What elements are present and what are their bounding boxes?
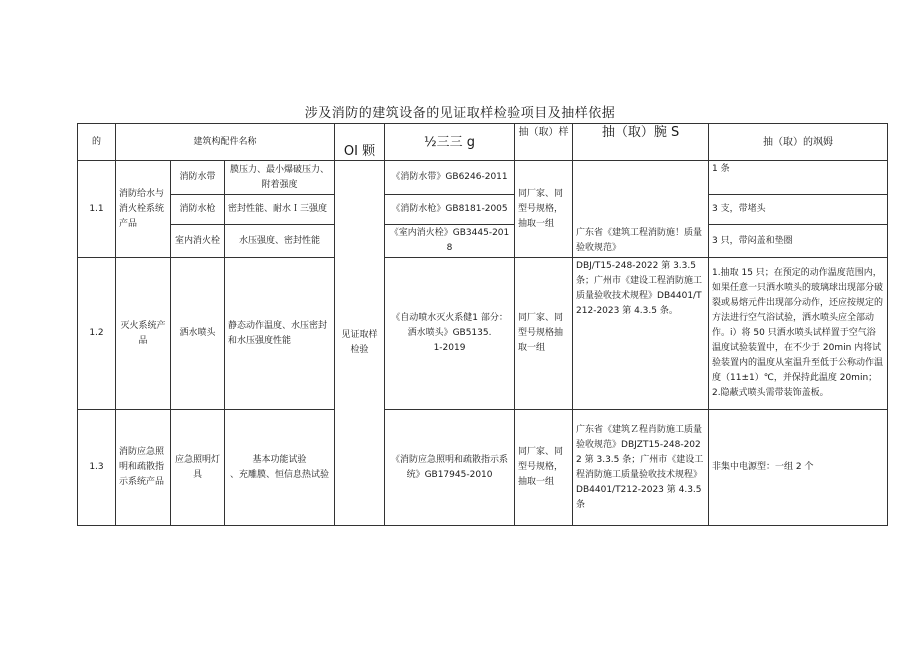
- header-col-basis: 抽（取）腕 S: [573, 124, 709, 161]
- standard: 《消防水带》GB6246-2011: [385, 161, 515, 195]
- component-name: 洒水喷头: [171, 258, 225, 410]
- test-params: 静态动作温度、水压密封和水压强度性能: [225, 258, 335, 410]
- product-category: 灭火系统产品: [116, 258, 171, 410]
- sample-quantity: 3 只，带闷盖和垫圈: [709, 225, 888, 258]
- standard: 《自动喷水灭火系健1 部分：洒水喷头》GB5135. 1-2019: [385, 258, 515, 410]
- row-number: 1.3: [78, 410, 116, 526]
- sampling-basis: 广东省《建筑Ｚ程肖防施工质量验收规范》DBJZT15-248-2022 第 3.3.5 条；广州市《建设工程消防施工质量验收技术规程》DB4401/T212-2023 第 4.3.5 条: [573, 410, 709, 526]
- sampling-rule: 同厂家、同型号规格，抽取一组: [515, 161, 573, 258]
- sampling-rule: 同厂家、同型号规格，抽取一组: [515, 410, 573, 526]
- sampling-basis: DBJ/T15-248-2022 第 3.3.5 条；广州市《建设工程消防施工质量验收技术规程》DB4401/T212-2023 第 4.3.5 条。: [573, 258, 709, 410]
- table-header-row: [78, 124, 888, 161]
- table-row: [78, 258, 888, 410]
- page-title: 涉及消防的建筑设备的见证取样检验项目及抽样依据: [304, 106, 616, 121]
- table-row: [78, 410, 888, 526]
- standard: 《消防水枪》GB8181-2005: [385, 195, 515, 225]
- header-col-sampling: 抽（取）样: [515, 124, 573, 161]
- header-col-index: 的: [78, 124, 116, 161]
- component-name: 消防水枪: [171, 195, 225, 225]
- sample-quantity: 3 支，带堵头: [709, 195, 888, 225]
- sample-quantity: 1 条: [709, 161, 888, 195]
- header-col-quantity: 抽（取）的飒姆: [709, 124, 888, 161]
- row-number: 1.2: [78, 258, 116, 410]
- sampling-method-merged: 见证取样检验: [335, 161, 385, 526]
- standard: 《室内消火栓》GB3445-2018: [385, 225, 515, 258]
- product-category: 消防给水与消火栓系统产品: [116, 161, 171, 258]
- test-params: 密封性能、耐水Ｉ三强度: [225, 195, 335, 225]
- table-row: [78, 225, 888, 258]
- header-col-name: 建筑构配件名称: [116, 124, 335, 161]
- row-number: 1.1: [78, 161, 116, 258]
- component-name: 消防水带: [171, 161, 225, 195]
- standard: 《消防应急照明和疏散指示系统》GB17945-2010: [385, 410, 515, 526]
- sampling-rule: 同厂家、同型号规格抽取一组: [515, 258, 573, 410]
- product-category: 消防应急照明和疏散指示系统产品: [116, 410, 171, 526]
- table-row: [78, 161, 888, 195]
- test-params: 基本功能试验 、充雕膜、恒信息热试验: [225, 410, 335, 526]
- component-name: 室内消火栓: [171, 225, 225, 258]
- sampling-basis: 广东省《建筑工程消防施！质量验收规范》: [573, 161, 709, 258]
- header-col-method: OI 颗: [335, 124, 385, 161]
- sample-quantity: 非集中电源型：一组 2 个: [709, 410, 888, 526]
- component-name: 应急照明灯具: [171, 410, 225, 526]
- table-row: [78, 195, 888, 225]
- inspection-table: [77, 123, 888, 526]
- test-params: 水压强度、密封性能: [225, 225, 335, 258]
- test-params: 膜压力、最小爆破压力、附着强度: [225, 161, 335, 195]
- sample-quantity: 1.抽取 15 只；在预定的动作温度范围内，如果任意一只洒水喷头的玻璃球出现部分破裂或易熔元件出现部分动作，还应按规定的方法进行空气浴试验，洒水喷头应全部动作。i）将 50 只洒水喷头试样置于空气浴温度试验装置中，在不少于 20min 内将试验装置内的温度从室温升至低于公称动作温度（11±1）℃，并保持此温度 20min； 2.隐蔽式喷头需带装饰盖板。: [709, 258, 888, 410]
- header-col-standard: ½三三 g: [385, 124, 515, 161]
